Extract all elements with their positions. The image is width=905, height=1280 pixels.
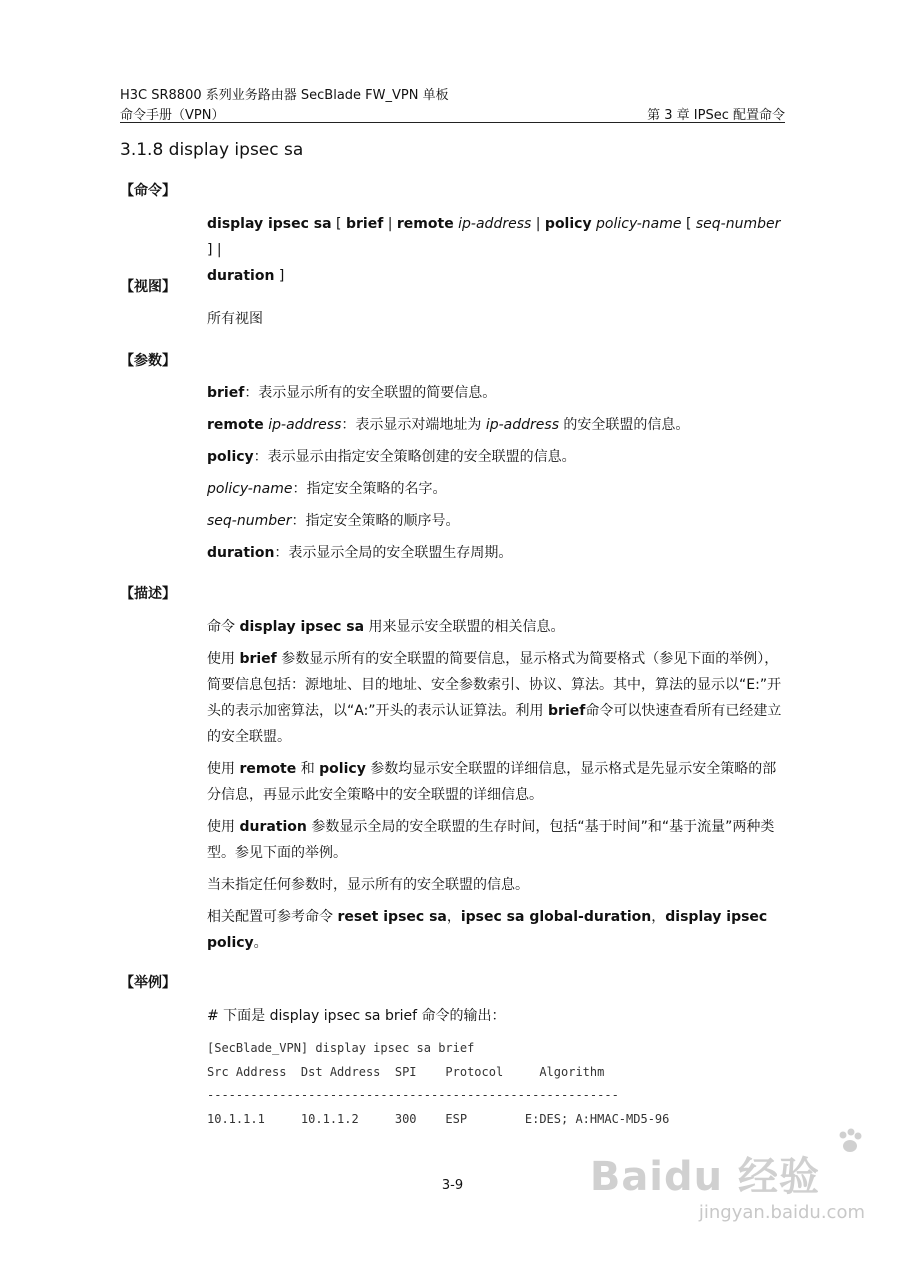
param-text: ：表示显示所有的安全联盟的简要信息。 [244, 385, 497, 401]
cmd-part: ip-address [453, 216, 532, 232]
desc-cmd: display ipsec policy [207, 909, 768, 951]
example-separator: --------------------------------------------------------- [207, 1088, 619, 1102]
param-key: policy [207, 449, 254, 465]
label-command: 【命令】 [120, 183, 176, 199]
desc-text: 使用 [207, 819, 240, 835]
desc-cmd: display ipsec sa [239, 619, 365, 635]
desc-cmd: brief [239, 651, 277, 667]
desc-text: 参数显示所有的安全联盟的简要信息，显示格式为简要格式（参见下面的举例），简要信息包括：源地址、目的地址、安全参数索引、协议、算法。其中，算法的显示以“E:”开头的表示加密算法，以“A:”开头的表示认证算法。利用 [207, 651, 782, 719]
desc-text: 。 [253, 935, 268, 951]
label-view: 【视图】 [120, 279, 176, 295]
cmd-part: | [383, 216, 397, 232]
watermark-logo-text: Baidu 经验 [589, 1154, 821, 1200]
header-chapter: 第 3 章 IPSec 配置命令 [647, 108, 785, 123]
param-text: ：表示显示对端地址为 [341, 417, 486, 433]
desc-text: 命令可以快速查看所有已经建立的安全联盟。 [207, 703, 782, 745]
example-command: [SecBlade_VPN] display ipsec sa brief [207, 1041, 475, 1055]
desc-para [207, 646, 785, 750]
label-example: 【举例】 [120, 975, 176, 991]
param-remote [207, 412, 785, 438]
cmd-part: policy [544, 216, 592, 232]
cmd-part: [ [681, 216, 696, 232]
desc-text: ， [446, 909, 461, 925]
param-key: brief [207, 385, 245, 401]
desc-text: 用来显示安全联盟的相关信息。 [364, 619, 565, 635]
command-syntax [207, 211, 785, 289]
param-text: ：表示显示全局的安全联盟生存周期。 [274, 545, 513, 561]
header-doc-title: H3C SR8800 系列业务路由器 SecBlade FW_VPN 单板 [120, 88, 449, 103]
section-title: 3.1.8 display ipsec sa [120, 140, 304, 160]
header-rule [120, 122, 785, 123]
param-duration [207, 540, 785, 566]
cmd-part: seq-number [695, 216, 781, 232]
view-text: 所有视图 [207, 311, 263, 327]
header-manual-name: 命令手册（VPN） [120, 108, 225, 123]
param-arg: policy-name [207, 481, 293, 497]
param-key: remote [207, 417, 264, 433]
page-number: 3-9 [441, 1178, 464, 1193]
cmd-part: remote [396, 216, 454, 232]
param-brief [207, 380, 785, 406]
cmd-part: brief [345, 216, 384, 232]
param-key: duration [207, 545, 275, 561]
cmd-part: ] | [207, 242, 222, 258]
param-text: ：指定安全策略的顺序号。 [291, 513, 460, 529]
param-arg: ip-address [485, 417, 559, 433]
watermark [590, 1145, 865, 1223]
description [207, 614, 785, 962]
desc-text: ， [651, 909, 666, 925]
example-row: 10.1.1.1 10.1.1.2 300 ESP E:DES; A:HMAC-MD5-96 [207, 1112, 670, 1126]
desc-cmd: remote [239, 761, 297, 777]
desc-para [207, 614, 785, 640]
desc-cmd: ipsec sa global-duration [460, 909, 652, 925]
param-text: ：指定安全策略的名字。 [292, 481, 447, 497]
param-arg: seq-number [207, 513, 292, 529]
desc-cmd: policy [319, 761, 366, 777]
desc-cmd: duration [239, 819, 307, 835]
desc-para [207, 814, 785, 866]
desc-text: 参数显示全局的安全联盟的生存时间，包括“基于时间”和“基于流量”两种类型。参见下面的举例。 [207, 819, 775, 861]
label-desc: 【描述】 [120, 586, 176, 602]
param-arg: ip-address [263, 417, 342, 433]
desc-text: 和 [296, 761, 320, 777]
param-policy [207, 444, 785, 470]
param-seq-number [207, 508, 785, 534]
param-text: ：表示显示由指定安全策略创建的安全联盟的信息。 [253, 449, 576, 465]
desc-text: 参数均显示安全联盟的详细信息，显示格式是先显示安全策略的部分信息，再显示此安全策略中的安全联盟的详细信息。 [207, 761, 777, 803]
param-text: 的安全联盟的信息。 [558, 417, 690, 433]
desc-cmd: brief [548, 703, 586, 719]
label-params: 【参数】 [120, 353, 176, 369]
paw-icon [835, 1127, 865, 1157]
param-policy-name [207, 476, 785, 502]
cmd-part: duration [207, 268, 275, 284]
params-list [207, 380, 785, 572]
desc-text: 使用 [207, 761, 240, 777]
desc-para [207, 904, 785, 956]
desc-text: 相关配置可参考命令 [207, 909, 338, 925]
cmd-part: [ [331, 216, 346, 232]
example-columns: Src Address Dst Address SPI Protocol Algorithm [207, 1065, 605, 1079]
desc-para: 当未指定任何参数时，显示所有的安全联盟的信息。 [207, 877, 529, 893]
desc-para [207, 756, 785, 808]
cmd-part: display ipsec sa [207, 216, 332, 232]
desc-cmd: reset ipsec sa [337, 909, 447, 925]
example-intro: # 下面是 display ipsec sa brief 命令的输出： [207, 1008, 506, 1024]
desc-text: 命令 [207, 619, 240, 635]
watermark-url: jingyan.baidu.com [698, 1202, 865, 1223]
cmd-part: ] [274, 268, 285, 284]
desc-text: 使用 [207, 651, 240, 667]
cmd-part: policy-name [591, 216, 682, 232]
cmd-part: | [531, 216, 545, 232]
watermark-logo [590, 1145, 865, 1202]
